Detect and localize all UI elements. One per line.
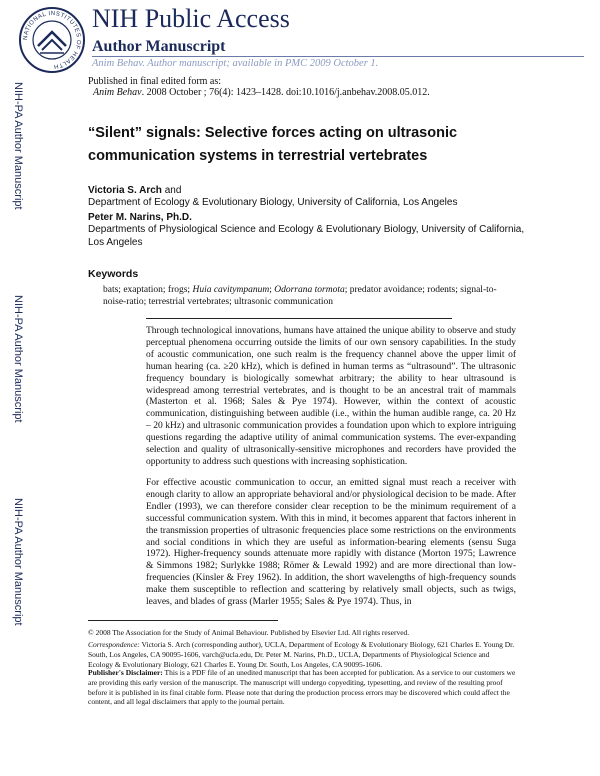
author-2-affiliation: Departments of Physiological Science and Ecology & Evolutionary Biology, University of California, Los Angeles bbox=[88, 224, 525, 248]
side-label-middle: NIH-PA Author Manuscript bbox=[12, 295, 24, 423]
author-2-name: Peter M. Narins, Ph.D. bbox=[88, 212, 192, 223]
logo-ring-text: NATIONAL INSTITUTES OF HEALTH bbox=[22, 10, 82, 70]
repository-title: NIH Public Access bbox=[92, 4, 290, 33]
disclaimer-text: This is a PDF file of an unedited manuscript that has been accepted for publication. As a service to our customers we are providing this early version of the manuscript. The manuscript will undergo copyediting, typesetting, and review of the resulting proof before it is published in its final citable form. Please note that during the production process errors may be discovered which could affect the content, and all legal disclaimers that apply to the journal pertain. bbox=[88, 668, 516, 707]
citation-details: . 2008 October ; 76(4): 1423–1428. doi:10.1016/j.anbehav.2008.05.012. bbox=[141, 87, 430, 98]
article-title: “Silent” signals: Selective forces acting on ultrasonic communication systems in terrestrial vertebrates bbox=[88, 125, 458, 164]
keyword-species-1: Huia cavitympanum bbox=[192, 285, 270, 295]
keywords-list bbox=[103, 284, 513, 308]
body-paragraph-1: Through technological innovations, humans have attained the unique ability to observe and study perceptual phenomena occurring outside the limits of our own sensory capabilities. In the study of acoustic communication, one such realm is the frequency channel above the upper limit of human hearing (ca. ≥20 kHz), which is defined in human terms as “ultrasound”. The ultrasonic frequency boundary is biologically somewhat arbitrary; the ability to hear ultrasound is widespread among terrestrial vertebrates, and is thought to be an ancestral trait of mammals (Masterton et al. 1968; Sales & Pye 1974). However, within the context of acoustic communication, distinguishing between audible (i.e., within the human audible range, ca. 20 Hz – 20 kHz) and ultrasonic communication provides a foundation upon which to explore intriguing questions regarding the adaptive utility of animal communication systems. The ever-expanding selection and quality of ultrasonically-sensitive microphones and recorders have provided the opportunity to address such questions with increasing sophistication. bbox=[146, 326, 516, 467]
side-label-bottom: NIH-PA Author Manuscript bbox=[12, 498, 24, 626]
keywords-separator: ; bbox=[269, 285, 275, 295]
keywords-part-2: ; predator avoidance; rodents; signal-to-noise-ratio; terrestrial vertebrates; ultrasonic communication bbox=[103, 285, 497, 307]
disclaimer-label: Publisher's Disclaimer: bbox=[88, 668, 163, 677]
side-label-top: NIH-PA Author Manuscript bbox=[12, 82, 24, 210]
keyword-species-2: Odorrana tormota bbox=[274, 285, 345, 295]
publisher-disclaimer bbox=[88, 668, 516, 707]
author-1-name: Victoria S. Arch bbox=[88, 185, 162, 196]
author-conjunction: and bbox=[161, 185, 182, 196]
published-note: Published in final edited form as: bbox=[88, 76, 222, 87]
header-divider bbox=[92, 56, 584, 57]
footnote-divider bbox=[88, 620, 278, 621]
body-paragraph-2: For effective acoustic communication to occur, an emitted signal must reach a receiver with enough clarity to allow an appropriate behavioral and/or physiological decision to be made. After Endler (1993), we can therefore consider clear reception to be the minimum requirement of a successful communication system. With this in mind, it becomes apparent that factors inherent in the transmission properties of ultrasonic frequencies place some restrictions on the environments and social conditions in which they are useful as information-bearing elements (sensu Suga 1972). Higher-frequency sounds attenuate more rapidly with distance (Morton 1975; Lawrence & Simmons 1982; Surlykke 1988; Römer & Lewald 1992) and are more directional than low-frequencies (Kinsler & Frey 1962). In addition, the short wavelengths of high-frequency sounds make them susceptible to reflection and scattering by relatively small objects, such as twigs, leaves, and blades of grass (Marler 1955; Sales & Pye 1974). Thus, in bbox=[146, 478, 516, 608]
keywords-divider bbox=[146, 318, 452, 319]
copyright-notice: © 2008 The Association for the Study of Animal Behaviour. Published by Elsevier Ltd. All rights reserved. bbox=[88, 628, 410, 637]
keywords-heading: Keywords bbox=[88, 268, 139, 280]
correspondence-text: Victoria S. Arch (corresponding author), UCLA, Department of Ecology & Evolutionary Biology, 621 Charles E. Young Dr. South, Los Angeles, CA 90095-1606, varch@ucla.edu, Dr. Peter M. Narins, Ph.D., UCLA, Departments of Physiological Science and Ecology & Evolutionary Biology, 621 Charles E. Young Dr. South, Los Angeles, CA 90095-1606. bbox=[88, 640, 515, 669]
nih-logo bbox=[18, 6, 86, 74]
journal-name: Anim Behav bbox=[93, 87, 142, 98]
correspondence-label: Correspondence: bbox=[88, 640, 140, 649]
correspondence-note bbox=[88, 640, 516, 669]
keywords-part-1: bats; exaptation; frogs; bbox=[103, 285, 193, 295]
manuscript-label: Author Manuscript bbox=[92, 38, 226, 55]
citation-line bbox=[93, 87, 430, 98]
author-1-affiliation: Department of Ecology & Evolutionary Biology, University of California, Los Angeles bbox=[88, 197, 458, 208]
availability-note: Anim Behav. Author manuscript; available in PMC 2009 October 1. bbox=[92, 58, 379, 69]
